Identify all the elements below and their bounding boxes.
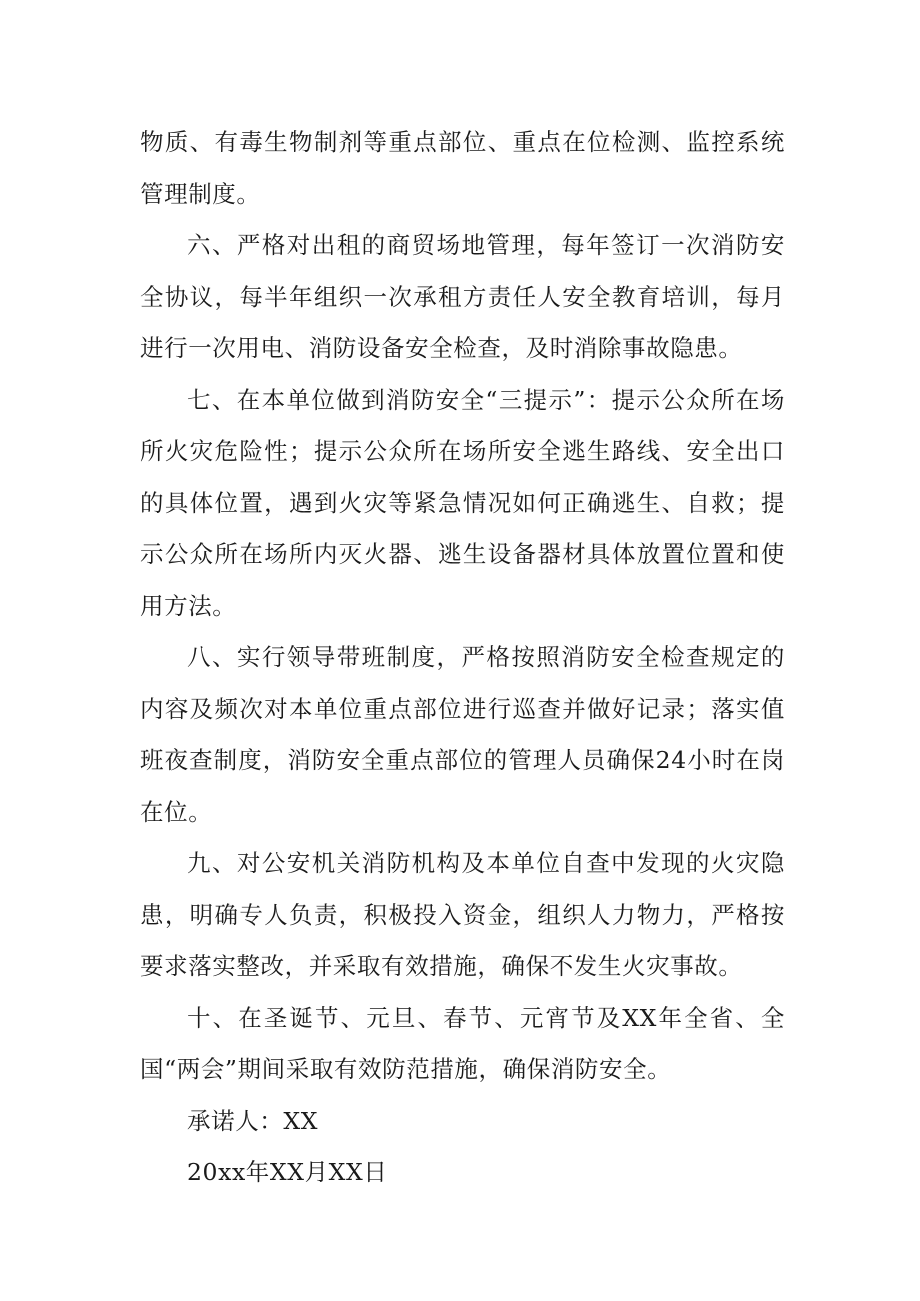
paragraph-item-9: 九、对公安机关消防机构及本单位自查中发现的火灾隐患，明确专人负责，积极投入资金，组织人力物力，严格按要求落实整改，并采取有效措施，确保不发生火灾事故。 — [140, 849, 785, 980]
paragraph-item-6: 六、严格对出租的商贸场地管理，每年签订一次消防安全协议，每半年组织一次承租方责任人安全教育培训，每月进行一次用电、消防设备安全检查，及时消除事故隐患。 — [140, 231, 785, 362]
paragraph-continuation: 物质、有毒生物制剂等重点部位、重点在位检测、监控系统管理制度。 — [140, 128, 785, 208]
signatory-line: 承诺人：XX — [187, 1106, 319, 1135]
paragraph-item-10: 十、在圣诞节、元旦、春节、元宵节及XX年全省、全国“两会”期间采取有效防范措施，确保消防安全。 — [140, 1003, 785, 1083]
document-body — [140, 117, 785, 1199]
paragraph-item-8: 八、实行领导带班制度，严格按照消防安全检查规定的内容及频次对本单位重点部位进行巡查并做好记录；落实值班夜查制度，消防安全重点部位的管理人员确保24小时在岗在位。 — [140, 643, 785, 826]
paragraph-item-7: 七、在本单位做到消防安全“三提示”：提示公众所在场所火灾危险性；提示公众所在场所安全逃生路线、安全出口的具体位置，遇到火灾等紧急情况如何正确逃生、自救；提示公众所在场所内灭火器、逃生设备器材具体放置位置和使用方法。 — [140, 385, 785, 620]
date-line: 20xx年XX月XX日 — [187, 1158, 388, 1186]
